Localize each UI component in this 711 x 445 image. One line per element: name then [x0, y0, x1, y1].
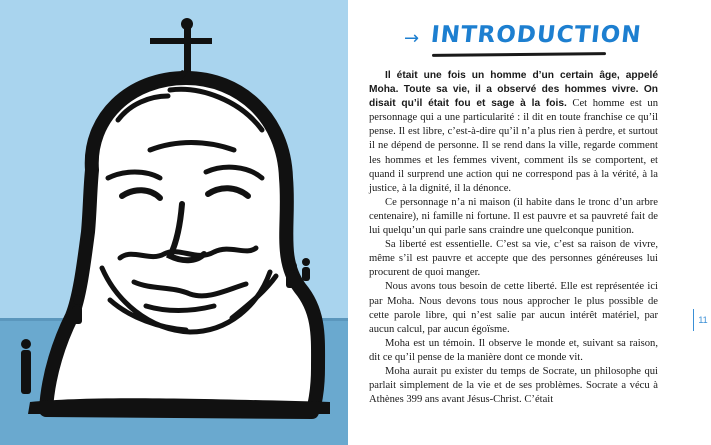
paragraph-6: Moha aurait pu exister du temps de Socrate, un philosophe qui parlait simplement de la vie et de ses problèmes. Socrate a vécu à Athènes 399 ans avant Jésus-Christ. C’était	[369, 365, 658, 406]
paragraph-4: Nous avons tous besoin de cette liberté. Elle est représentée ici par Moha. Nous devons tous nous approcher le plus possible de cette parole libre, qui n’est salie par aucun intérêt matériel, par aucun calcul, par aucun égoïsme.	[369, 281, 658, 335]
chapter-title: INTRODUCTION	[429, 22, 643, 48]
paragraph-1-rest: Cet homme est un personnage qui a une particularité : il dit en toute franchise ce qu’il pense. Il est libre, c’est-à-dire qu’il n’a plus rien à perdre, et surtout il ne dépend de personne. Il se rend dans la ville, regarde comment les hommes et les femmes vivent, comment ils se comportent, et quand il surprend une action qui ne correspond pas à la vérité, à la justice, à la dignité, il la dénonce.	[369, 98, 659, 194]
paragraph-3: Sa liberté est essentielle. C’est sa vie, c’est sa raison de vivre, même s’il est pauvre et accepte que des personnes généreuses lui procurent de quoi manger.	[369, 239, 658, 279]
page-number: 11	[693, 309, 711, 331]
arrow-right-icon: →	[404, 28, 420, 49]
paragraph-5: Moha est un témoin. Il observe le monde et, suivant sa raison, dit ce qu’il pense de la manière dont ce monde vit.	[369, 337, 658, 363]
paragraph-2: Ce personnage n’a ni maison (il habite dans le tronc d’un arbre centenaire), ni famille ni fortune. Il est pauvre et sa pauvreté fait de lui quelqu’un qui parle sans craindre une quelconque punition.	[369, 196, 658, 237]
figure-left-standing	[21, 339, 31, 394]
lead-sentence: Il était une fois un homme d’un certain âge, appelé Moha. Toute sa vie, il a observé des hommes vivre. On disait qu’il était fou et sage à la fois.	[369, 70, 658, 110]
stone-head-illustration	[0, 0, 348, 445]
paragraph-1	[369, 69, 658, 196]
body-text	[369, 69, 658, 407]
text-page	[348, 0, 711, 445]
heading-underline	[432, 52, 606, 57]
